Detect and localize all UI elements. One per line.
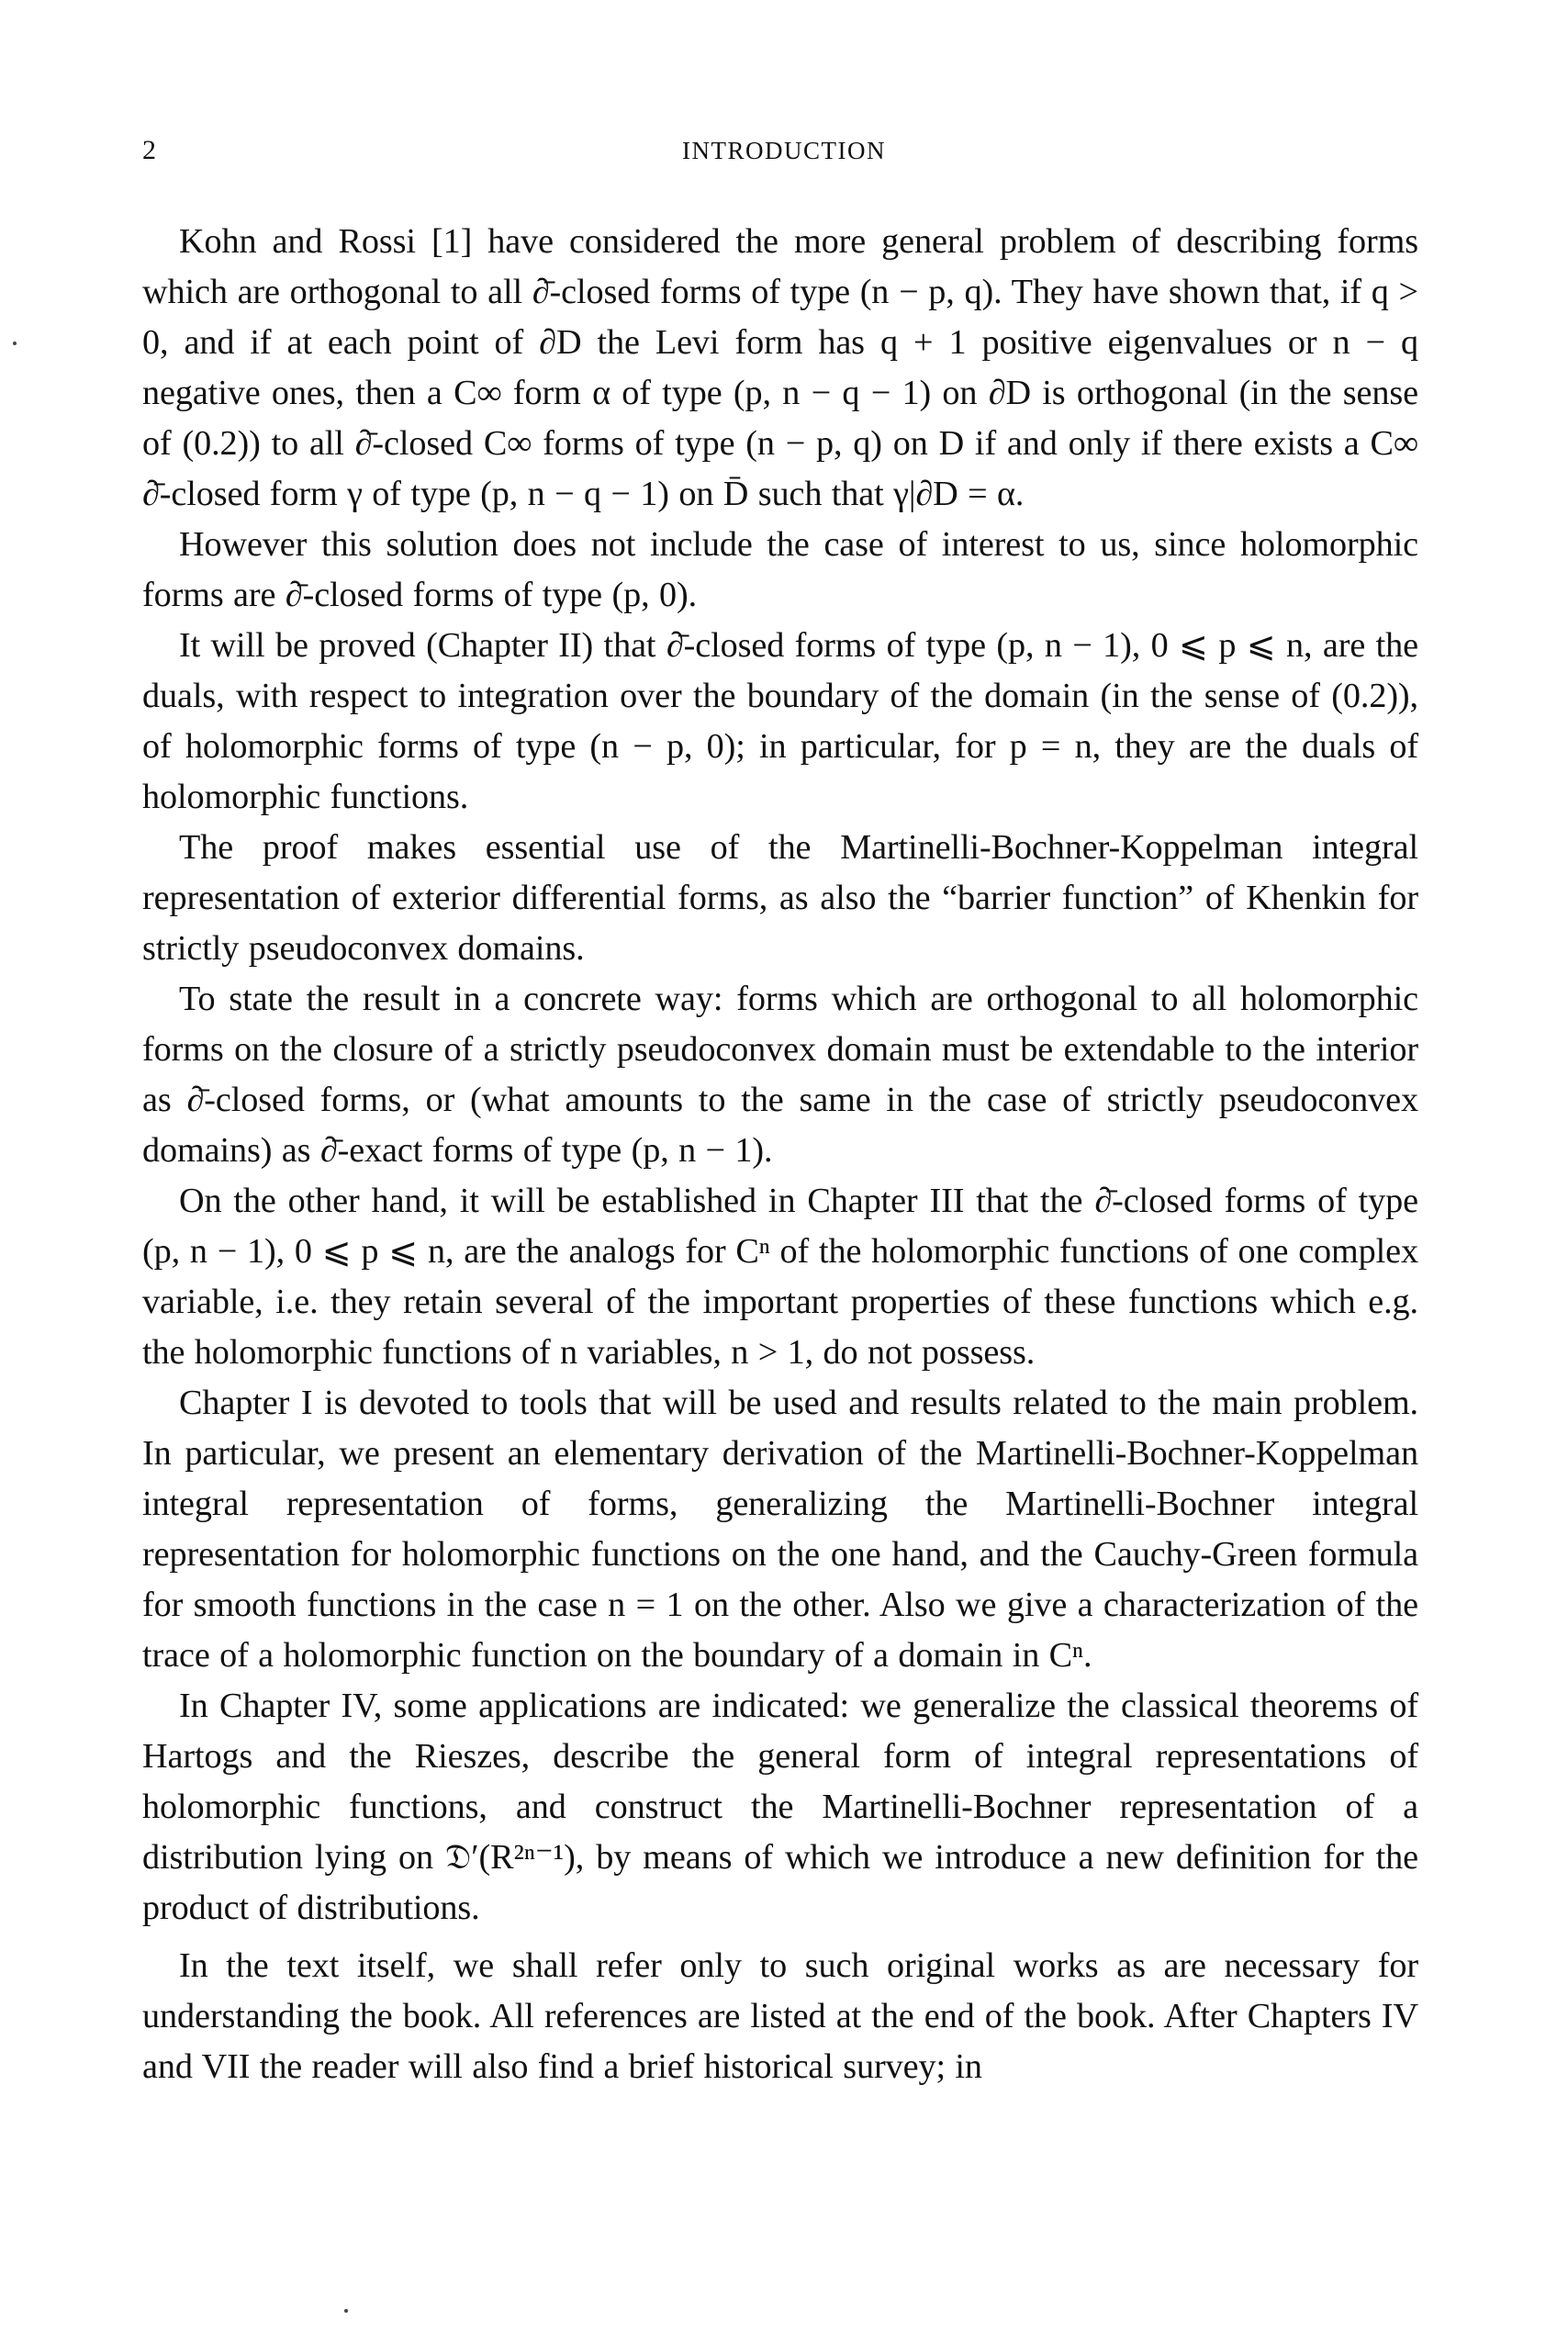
- paragraph-kohn-rossi: Kohn and Rossi [1] have considered the more general problem of describing forms which are orthogonal to all ∂̄-closed forms of type (n − p, q). They have shown that, if q > 0, and if at each point of ∂D the Levi form has q + 1 positive eigenvalues or n − q negative ones, then a C∞ form α of type (p, n − q − 1) on ∂D is orthogonal (in the sense of (0.2)) to all ∂̄-closed C∞ forms of type (n − p, q) on D if and only if there exists a C∞ ∂̄-closed form γ of type (p, n − q − 1) on D̄ such that γ|∂D = α.: [142, 222, 1418, 513]
- paragraph-proof: The proof makes essential use of the Martinelli-Bochner-Koppelman integral representation of exterior differential forms, as also the “barrier function” of Khenkin for strictly pseudoconvex domains.: [142, 828, 1418, 968]
- paragraph-chapter-iii: On the other hand, it will be established in Chapter III that the ∂̄-closed forms of type (p, n − 1), 0 ⩽ p ⩽ n, are the analogs for Cⁿ of the holomorphic functions of one complex variable, i.e. they retain several of the important properties of these functions which e.g. the holomorphic functions of n variables, n > 1, do not possess.: [142, 1182, 1418, 1372]
- paragraph-references: In the text itself, we shall refer only to such original works as are necessary for understanding the book. All references are listed at the end of the book. After Chapters IV and VII the reader will also find a brief historical survey; in: [142, 1946, 1418, 2086]
- page-header: [142, 130, 1426, 171]
- paragraph-chapter-ii: It will be proved (Chapter II) that ∂̄-closed forms of type (p, n − 1), 0 ⩽ p ⩽ n, are the duals, with respect to integration over the boundary of the domain (in the sense of (0.2)), of holomorphic forms of type (n − p, 0); in particular, for p = n, they are the duals of holomorphic functions.: [142, 626, 1418, 816]
- paragraph-chapter-i: Chapter I is devoted to tools that will be used and results related to the main problem. In particular, we present an elementary derivation of the Martinelli-Bochner-Koppelman integral representation of forms, generalizing the Martinelli-Bochner integral representation for holomorphic functions on the one hand, and the Cauchy-Green formula for smooth functions in the case n = 1 on the other. Also we give a characterization of the trace of a holomorphic function on the boundary of a domain in Cⁿ.: [142, 1384, 1418, 1675]
- page-number: 2: [142, 135, 156, 165]
- paragraph-however: However this solution does not include the case of interest to us, since holomorphic forms are ∂̄-closed forms of type (p, 0).: [142, 525, 1418, 614]
- body-text: [142, 217, 1418, 2092]
- paragraph-chapter-iv: In Chapter IV, some applications are indicated: we generalize the classical theorems of Hartogs and the Rieszes, describe the general form of integral representations of holomorphic functions, and construct the Martinelli-Bochner representation of a distribution lying on 𝔇′(R²ⁿ⁻¹), by means of which we introduce a new definition for the product of distributions.: [142, 1687, 1418, 1927]
- running-head: INTRODUCTION: [682, 137, 886, 164]
- paragraph-concrete-statement: To state the result in a concrete way: forms which are orthogonal to all holomorphic forms on the closure of a strictly pseudoconvex domain must be extendable to the interior as ∂̄-closed forms, or (what amounts to the same in the case of strictly pseudoconvex domains) as ∂̄-exact forms of type (p, n − 1).: [142, 980, 1418, 1170]
- scan-speck: [344, 2309, 348, 2313]
- scan-speck: [13, 342, 17, 345]
